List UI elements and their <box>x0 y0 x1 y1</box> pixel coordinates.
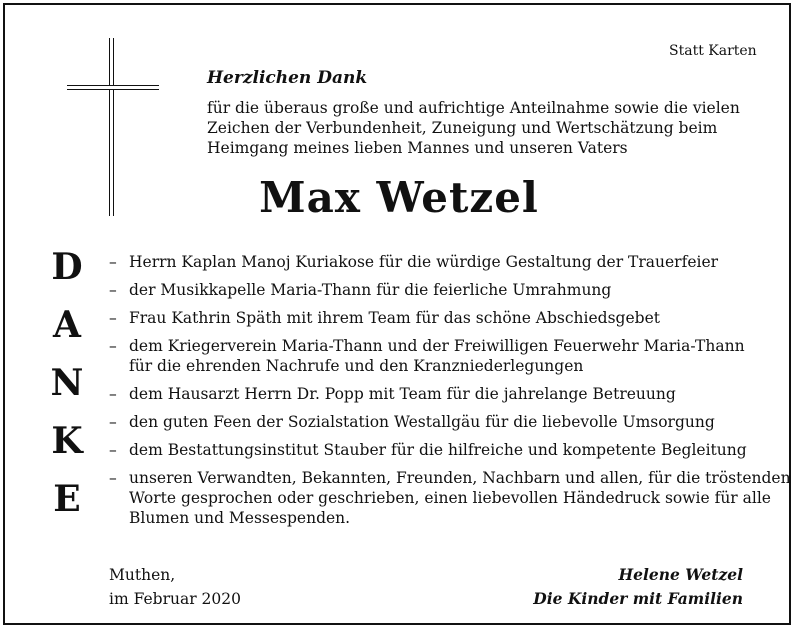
danke-letter: A <box>53 304 81 346</box>
danke-letter: K <box>51 420 83 462</box>
list-item <box>109 468 791 528</box>
list-item-line: unseren Verwandten, Bekannten, Freunden, Nachbarn und allen, für die tröstenden <box>129 469 791 487</box>
list-item-text <box>129 412 715 432</box>
signature-block <box>533 563 743 611</box>
list-dash: – <box>109 385 117 403</box>
list-item-text <box>129 468 791 528</box>
list-item-line: dem Hausarzt Herrn Dr. Popp mit Team für die jahrelange Betreuung <box>129 385 676 403</box>
list-item <box>109 412 769 432</box>
place-date <box>109 563 241 611</box>
cross-icon-bar <box>67 85 159 90</box>
list-item <box>109 336 769 376</box>
list-dash: – <box>109 253 117 271</box>
list-item <box>109 280 769 300</box>
danke-letter: E <box>53 478 81 520</box>
list-dash: – <box>109 413 117 431</box>
list-item <box>109 308 769 328</box>
intro-line: Zeichen der Verbundenheit, Zuneigung und Wertschätzung beim <box>207 119 718 137</box>
obituary-notice <box>3 3 791 625</box>
list-item-line: dem Kriegerverein Maria-Thann und der Freiwilligen Feuerwehr Maria-Thann <box>129 337 745 355</box>
list-dash: – <box>109 337 117 355</box>
statt-karten-label: Statt Karten <box>669 43 757 59</box>
list-item-text <box>129 440 747 460</box>
list-item-line: der Musikkapelle Maria-Thann für die feierliche Umrahmung <box>129 281 612 299</box>
list-item-line: Blumen und Messespenden. <box>129 509 351 527</box>
signer-family: Die Kinder mit Familien <box>533 589 743 608</box>
list-item-text <box>129 336 745 376</box>
list-item-line: Frau Kathrin Späth mit ihrem Team für das schöne Abschiedsgebet <box>129 309 660 327</box>
list-item <box>109 252 769 272</box>
thanks-list <box>109 252 791 536</box>
intro-line: für die überaus große und aufrichtige Anteilnahme sowie die vielen <box>207 99 740 117</box>
list-dash: – <box>109 309 117 327</box>
list-item-line: den guten Feen der Sozialstation Westallgäu für die liebevolle Umsorgung <box>129 413 715 431</box>
list-item-text <box>129 308 660 328</box>
danke-vertical <box>41 247 93 537</box>
list-item <box>109 384 769 404</box>
list-item-line: für die ehrenden Nachrufe und den Kranzniederlegungen <box>129 357 584 375</box>
list-item-text <box>129 280 611 300</box>
list-item-text <box>129 384 676 404</box>
danke-letter: N <box>50 362 84 404</box>
intro-line: Heimgang meines lieben Mannes und unseren Vaters <box>207 139 628 157</box>
list-item <box>109 440 769 460</box>
danke-letter: D <box>51 246 83 288</box>
list-item-text <box>129 252 718 272</box>
thanks-title: Herzlichen Dank <box>207 68 368 88</box>
date: im Februar 2020 <box>109 590 241 608</box>
list-dash: – <box>109 469 117 487</box>
deceased-name: Max Wetzel <box>259 173 539 222</box>
list-item-line: Herrn Kaplan Manoj Kuriakose für die würdige Gestaltung der Trauerfeier <box>129 253 719 271</box>
list-item-line: dem Bestattungsinstitut Stauber für die hilfreiche und kompetente Begleitung <box>129 441 747 459</box>
list-dash: – <box>109 281 117 299</box>
signer-name: Helene Wetzel <box>618 565 743 584</box>
list-dash: – <box>109 441 117 459</box>
place: Muthen, <box>109 566 176 584</box>
intro-text <box>207 98 767 158</box>
list-item-line: Worte gesprochen oder geschrieben, einen liebevollen Händedruck sowie für alle <box>129 489 771 507</box>
